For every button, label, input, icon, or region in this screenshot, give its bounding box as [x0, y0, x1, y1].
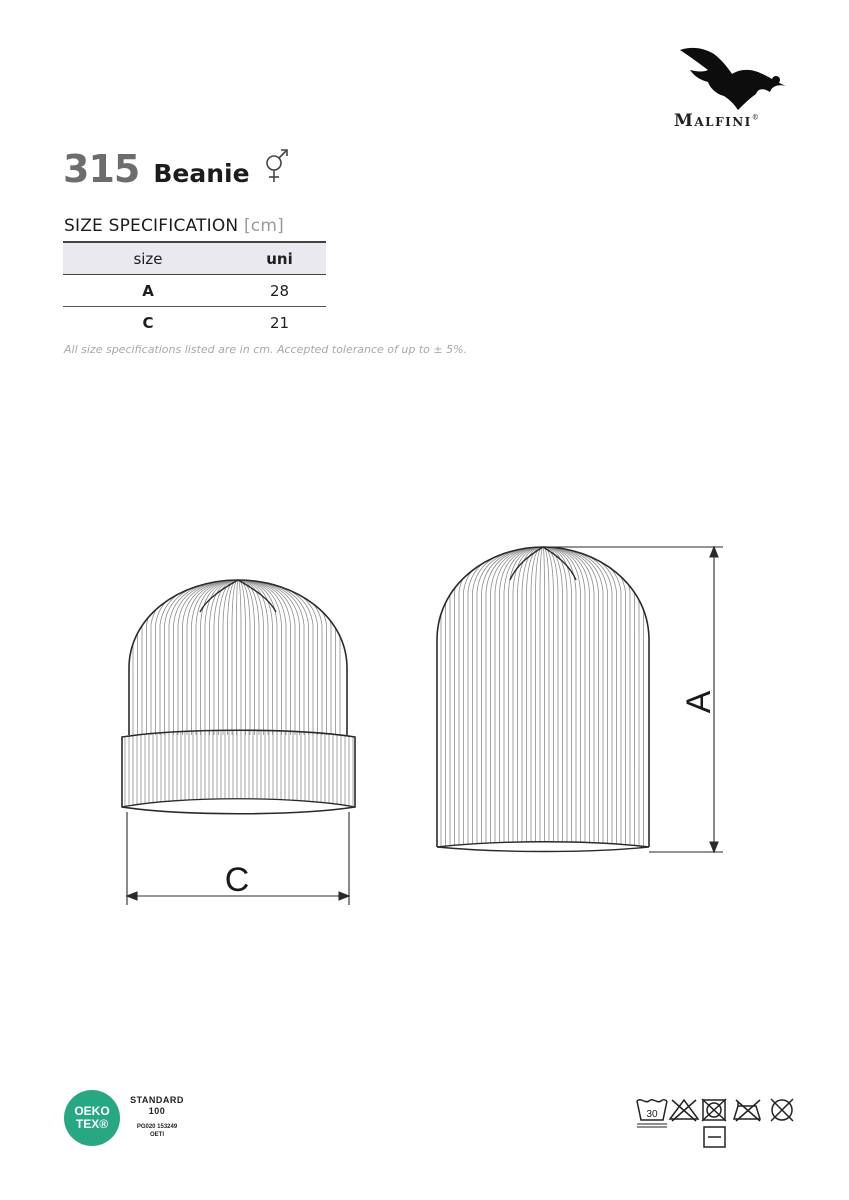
product-name: Beanie	[153, 159, 250, 188]
row-label: C	[142, 313, 154, 332]
beanie-technical-drawing	[0, 520, 849, 920]
rib-line	[536, 547, 542, 855]
do-not-iron-icon	[734, 1100, 760, 1121]
do-not-tumble-dry-icon	[702, 1099, 726, 1121]
rib-line	[555, 547, 625, 855]
rib-line	[547, 547, 567, 855]
rib-line	[477, 547, 533, 855]
rib-line	[446, 547, 529, 855]
rib-line	[210, 580, 234, 740]
rib-line	[250, 580, 318, 740]
rib-line	[546, 547, 563, 855]
dimension-a-label: A	[680, 690, 718, 714]
rib-line	[253, 580, 340, 740]
rib-line	[555, 547, 621, 855]
rib-line	[495, 547, 536, 855]
rib-line	[513, 547, 539, 855]
rib-line	[551, 547, 598, 855]
size-table	[63, 241, 326, 338]
rib-line	[557, 547, 635, 855]
row-value: 28	[233, 275, 326, 307]
rib-line	[540, 547, 543, 855]
wash-30-icon	[637, 1100, 667, 1127]
rib-line	[482, 547, 534, 855]
rib-line	[237, 580, 238, 740]
rib-line	[243, 580, 269, 740]
oeko-tex-standard: STANDARD 100 PG020 153249 OETI	[130, 1095, 184, 1138]
rib-line	[486, 547, 534, 855]
rib-line	[178, 580, 229, 740]
rib-line	[239, 580, 245, 740]
rib-line	[455, 547, 530, 855]
tolerance-note: All size specifications listed are in cm. Accepted tolerance of up to ± 5%.	[64, 343, 468, 356]
rib-line	[464, 547, 532, 855]
dry-flat-icon	[704, 1127, 725, 1147]
rib-line	[245, 580, 286, 740]
oeko-tex-badge: OEKO TEX®	[64, 1090, 120, 1146]
table-row	[63, 307, 326, 339]
rib-line	[547, 547, 571, 855]
rib-line	[248, 580, 304, 740]
rib-line	[192, 580, 232, 740]
rib-line	[550, 547, 590, 855]
product-code: 315	[63, 147, 140, 191]
row-label: A	[63, 275, 233, 307]
beanie-side-view	[437, 547, 649, 855]
column-header-size: size	[63, 242, 233, 275]
rib-line	[552, 547, 603, 855]
rib-line	[240, 580, 254, 740]
rib-line	[174, 580, 229, 740]
svg-text:30: 30	[646, 1109, 658, 1120]
do-not-bleach-icon	[670, 1100, 698, 1121]
rib-line	[551, 547, 594, 855]
rib-line	[545, 547, 558, 855]
rib-line	[223, 580, 236, 740]
rib-line	[543, 547, 544, 855]
unit-label: [cm]	[243, 216, 284, 236]
brand-wordmark: Malfini®	[674, 111, 761, 131]
size-spec-heading: SIZE SPECIFICATION [cm]	[64, 216, 284, 236]
care-instructions	[633, 1096, 803, 1152]
rib-line	[441, 547, 528, 855]
do-not-dry-clean-icon	[771, 1099, 793, 1121]
rib-line	[553, 547, 608, 855]
column-header-uni: uni	[233, 242, 326, 275]
beanie-front-view	[122, 580, 355, 816]
unisex-symbol-icon	[262, 149, 290, 185]
rib-line	[504, 547, 537, 855]
dimension-c-label: C	[224, 861, 250, 899]
rib-line	[156, 580, 226, 740]
rib-line	[527, 547, 541, 855]
row-value: 21	[269, 313, 290, 332]
rib-line	[518, 547, 540, 855]
table-header-row	[63, 242, 326, 275]
malfini-eagle-logo-icon	[678, 42, 790, 114]
rib-line	[558, 547, 643, 855]
product-title	[63, 147, 290, 197]
table-row	[63, 275, 326, 307]
rib-line	[238, 580, 241, 740]
